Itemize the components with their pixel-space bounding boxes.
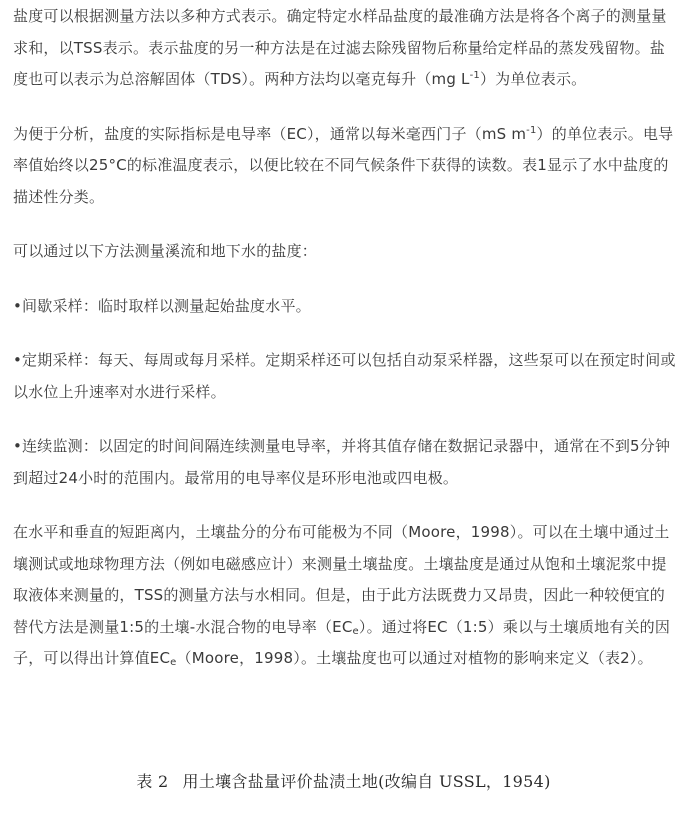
- paragraph-conductivity: 为便于分析，盐度的实际指标是电导率（EC），通常以每米毫西门子（mS $m^{-1}$）的单位表示。电导率值始终以25°C的标准温度表示，以便比较在不同气候条件下获得的读数。表1显示了水中盐度的描述性分类。: [13, 124, 674, 206]
- subscript: e: [170, 657, 177, 668]
- table-number: 表 2: [136, 772, 169, 791]
- paragraph-salinity-definition: 盐度可以根据测量方法以多种方式表示。确定特定水样品盐度的最准确方法是将各个离子的测量量求和，以TSS表示。表示盐度的另一种方法是在过滤去除残留物后称量给定样品的蒸发残留物。盐度也可以表示为总溶解固体（TDS）。两种方法均以毫克每升（mg $L^{-1}$）为单位表示。: [13, 7, 667, 88]
- subscript: e: [352, 625, 359, 637]
- list-item-intermittent-sampling: •间歇采样：临时取样以测量起始盐度水平。: [13, 296, 311, 315]
- list-item-continuous-monitoring: •连续监测：以固定的时间间隔连续测量电导率，并将其值存储在数据记录器中，通常在不到5分钟到超过24小时的范围内。最常用的电导率仪是环形电池或四电极。: [13, 437, 671, 487]
- paragraph-measurement-intro: 可以通过以下方法测量溪流和地下水的盐度：: [13, 242, 318, 260]
- table-caption: [0, 766, 687, 798]
- superscript: -1: [469, 70, 480, 81]
- list-item-periodic-sampling: •定期采样：每天、每周或每月采样。定期采样还可以包括自动泵采样器，这些泵可以在预定时间或以水位上升速率对水进行采样。: [13, 351, 676, 401]
- paragraph-soil-salinity: 在水平和垂直的短距离内，土壤盐分的分布可能极为不同（Moore，1998）。可以在土壤中通过土壤测试或地球物理方法（例如电磁感应计）来测量土壤盐度。土壤盐度是通过从饱和土壤泥浆中提取液体来测量的，TSS的测量方法与水相同。但是，由于此方法既费力又昂贵，因此一种较便宜的替代方法是测量1:5的土壤-水混合物的电导率$(EC_e)$。通过将EC（1:5）乘以与土壤质地有关的因子，可以得出计算值$EC_e(Moore$，1998）。土壤盐度也可以通过对植物的影响来定义（表2）。: [13, 523, 671, 668]
- superscript: -1: [526, 124, 537, 136]
- table-title: 用土壤含盐量评价盐渍土地(改编自 USSL，1954): [182, 772, 551, 791]
